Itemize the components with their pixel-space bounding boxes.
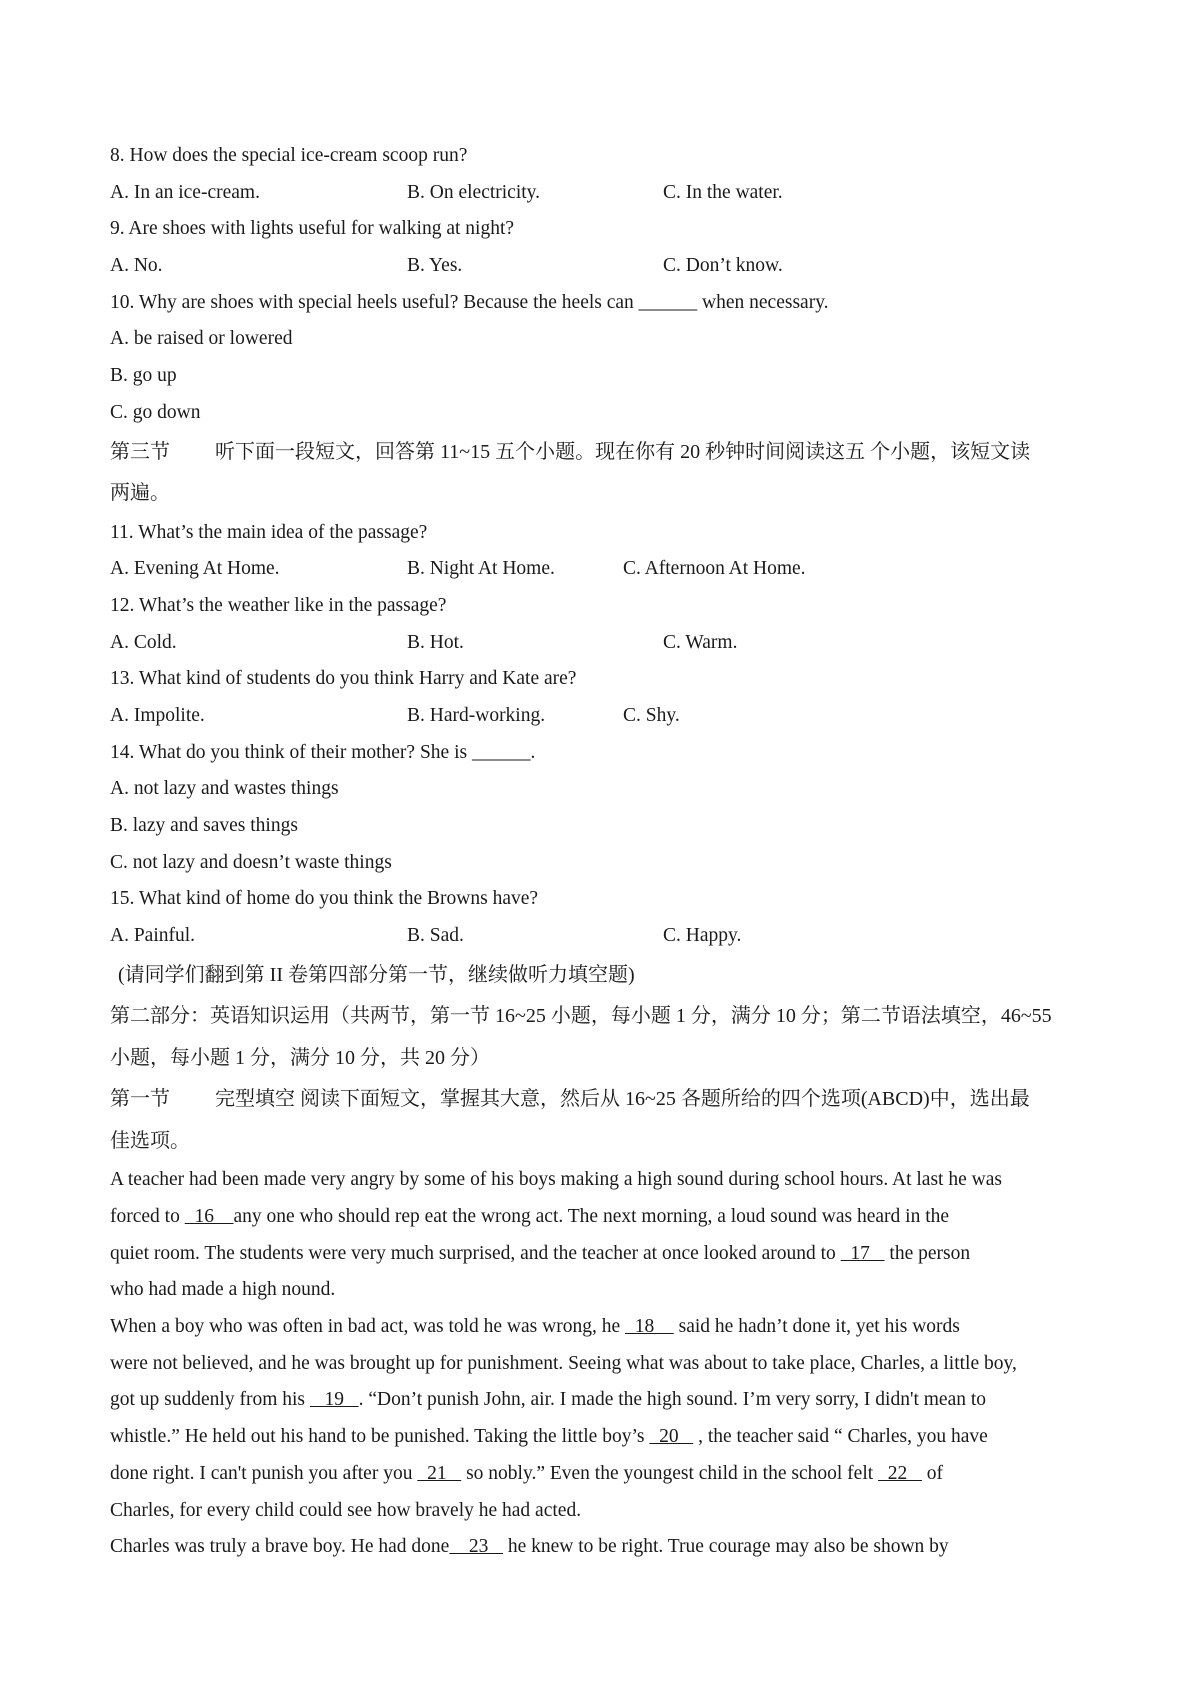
passage-line: who had made a high nound.	[110, 1279, 336, 1301]
option-a: A. not lazy and wastes things	[110, 778, 339, 800]
option-b: B. Hot.	[407, 631, 464, 653]
question-13: 13. What kind of students do you think Harry and Kate are?	[110, 668, 577, 690]
option-a: A. Cold.	[110, 631, 177, 653]
option-a: A. In an ice-cream.	[110, 181, 260, 203]
blank-16: 16	[184, 1205, 234, 1227]
question-10: 10. Why are shoes with special heels useful? Because the heels can ______ when necessary.	[110, 291, 829, 313]
question-12-options	[110, 625, 1110, 662]
section-label: 第三节	[110, 440, 170, 463]
passage-line: done right. I can't punish you after you 21 so nobly.” Even the youngest child in the school felt 22 of	[110, 1462, 944, 1484]
option-c: C. Warm.	[663, 631, 738, 653]
section-label: 第一节	[110, 1088, 170, 1111]
option-b: B. lazy and saves things	[110, 815, 298, 836]
exam-page	[110, 138, 1110, 1566]
question-11-options	[110, 551, 1110, 588]
blank-20: 20	[649, 1426, 694, 1448]
option-c: C. Afternoon At Home.	[623, 558, 806, 580]
section-3-instruction	[110, 432, 1110, 474]
option-a: A. Evening At Home.	[110, 558, 280, 580]
passage-line: whistle.” He held out his hand to be punished. Taking the little boy’s 20 , the teacher said “ Charles, you have	[110, 1426, 988, 1448]
passage-line: were not believed, and he was brought up for punishment. Seeing what was about to take place, Charles, a little boy,	[110, 1352, 1017, 1374]
option-a: A. Painful.	[110, 925, 196, 947]
question-8: 8. How does the special ice-cream scoop run?	[110, 145, 468, 166]
question-11: 11. What’s the main idea of the passage?	[110, 521, 428, 543]
option-b: B. go up	[110, 365, 177, 387]
section-3-instruction-cont: 两遍。	[110, 482, 170, 504]
question-14: 14. What do you think of their mother? She is ______.	[110, 741, 536, 763]
section-1-instruction-cont: 佳选项。	[110, 1129, 190, 1152]
option-c: C. go down	[110, 401, 201, 423]
question-9: 9. Are shoes with lights useful for walking at night?	[110, 218, 515, 240]
question-8-options	[110, 175, 1110, 212]
instruction-text: 完型填空 阅读下面短文，掌握其大意，然后从 16~25 各题所给的四个选项(ABCD)中，选出最	[215, 1088, 1030, 1111]
option-c: C. Shy.	[623, 704, 680, 726]
option-a: A. be raised or lowered	[110, 328, 293, 350]
blank-18: 18	[625, 1316, 674, 1338]
passage-line: quiet room. The students were very much surprised, and the teacher at once looked around to 17 the person	[110, 1242, 971, 1264]
cloze-passage	[110, 1162, 1110, 1566]
passage-line: Charles, for every child could see how bravely he had acted.	[110, 1499, 582, 1521]
question-15-options	[110, 918, 1110, 955]
passage-line: forced to 16 any one who should rep eat the wrong act. The next morning, a loud sound was heard in the	[110, 1205, 950, 1227]
option-c: C. In the water.	[663, 181, 783, 203]
passage-line: A teacher had been made very angry by some of his boys making a high sound during school hours. At last he was	[110, 1169, 1002, 1191]
option-a: A. No.	[110, 255, 163, 277]
passage-line: When a boy who was often in bad act, was told he was wrong, he 18 said he hadn’t done it, yet his words	[110, 1316, 960, 1338]
passage-line: Charles was truly a brave boy. He had done 23 he knew to be right. True courage may also be shown by	[110, 1536, 949, 1558]
blank-17: 17	[840, 1242, 885, 1264]
blank-22: 22	[878, 1462, 922, 1484]
question-12: 12. What’s the weather like in the passage?	[110, 594, 447, 616]
blank-19: 19	[309, 1389, 359, 1411]
option-b: B. Night At Home.	[407, 558, 555, 580]
option-b: B. On electricity.	[407, 181, 541, 203]
part-2-heading-cont: 小题，每小题 1 分，满分 10 分，共 20 分）	[110, 1046, 490, 1069]
instruction-text: 听下面一段短文，回答第 11~15 五个小题。现在你有 20 秒钟时间阅读这五 个小题，该短文读	[215, 440, 1031, 463]
option-a: A. Impolite.	[110, 704, 205, 726]
question-9-options	[110, 248, 1110, 285]
turn-page-note: (请同学们翻到第 II 卷第四部分第一节，继续做听力填空题)	[118, 963, 635, 986]
option-c: C. not lazy and doesn’t waste things	[110, 851, 392, 873]
option-b: B. Sad.	[407, 925, 464, 947]
option-b: B. Yes.	[407, 255, 463, 277]
option-c: C. Don’t know.	[663, 255, 783, 277]
blank-23: 23	[449, 1536, 503, 1558]
option-c: C. Happy.	[663, 925, 742, 947]
question-13-options	[110, 698, 1110, 735]
passage-line: got up suddenly from his 19 . “Don’t punish John, air. I made the high sound. I’m very sorry, I didn't mean to	[110, 1389, 987, 1411]
option-b: B. Hard-working.	[407, 704, 546, 726]
blank-21: 21	[417, 1462, 462, 1484]
part-2-heading: 第二部分：英语知识运用（共两节，第一节 16~25 小题，每小题 1 分，满分 10 分；第二节语法填空，46~55	[110, 1005, 1052, 1028]
question-15: 15. What kind of home do you think the Browns have?	[110, 888, 539, 910]
section-1-instruction	[110, 1079, 1110, 1121]
